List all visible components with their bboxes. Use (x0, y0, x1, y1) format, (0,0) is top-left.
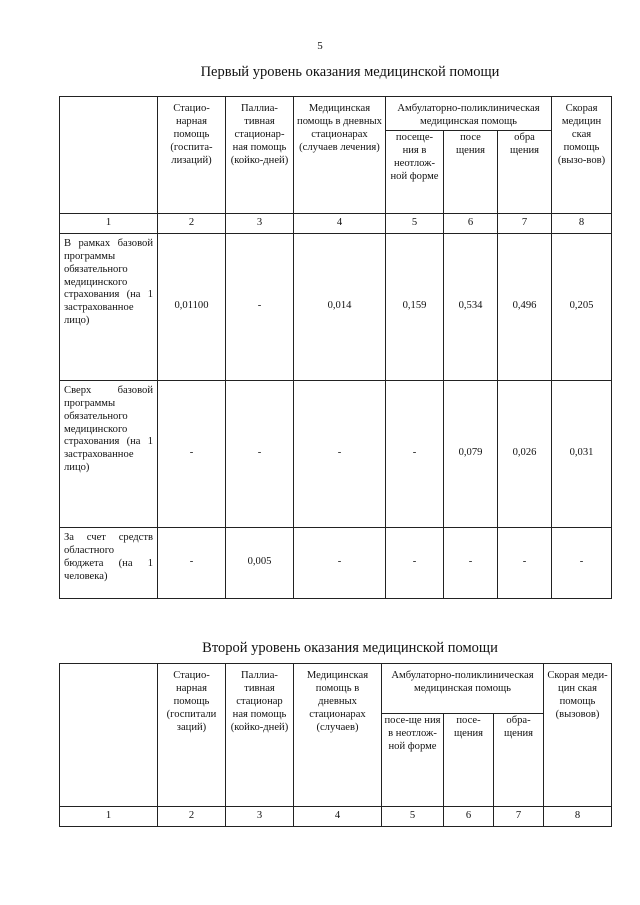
value-cell: - (226, 380, 294, 527)
value-cell: 0,534 (444, 233, 498, 380)
value-cell: 0,496 (498, 233, 552, 380)
header-cell-palliative: Паллиа-тивная стационар ная помощь (койко-дней) (226, 664, 294, 807)
value-cell: - (158, 380, 226, 527)
header-cell-inpatient: Стацио-нарная помощь (госпитали заций) (158, 664, 226, 807)
value-cell: 0,014 (294, 233, 386, 380)
column-number: 1 (60, 807, 158, 827)
value-cell: - (158, 527, 226, 598)
column-number: 7 (494, 807, 544, 827)
value-cell: - (294, 380, 386, 527)
value-cell: - (226, 233, 294, 380)
header-cell-empty (60, 97, 158, 214)
header-cell-day-hospital: Медицинская помощь в дневных стационарах (случаев) (294, 664, 382, 807)
table-second-level (59, 663, 612, 827)
column-number: 4 (294, 807, 382, 827)
value-cell: 0,026 (498, 380, 552, 527)
section-1-title: Первый уровень оказания медицинской помощи (200, 64, 500, 80)
header-cell-day-hospital: Медицинская помощь в дневных стационарах (случаев лечения) (294, 97, 386, 214)
value-cell: - (294, 527, 386, 598)
header-cell-palliative: Паллиа-тивная стационар-ная помощь (койко-дней) (226, 97, 294, 214)
column-number-row (60, 807, 612, 827)
column-number: 1 (60, 213, 158, 233)
value-cell: - (386, 527, 444, 598)
value-cell: 0,031 (552, 380, 612, 527)
column-number: 4 (294, 213, 386, 233)
header-cell-urgent-visits: посеще-ния в неотлож-ной форме (386, 130, 444, 213)
table-header-row (60, 664, 612, 714)
header-cell-appeals: обра щения (498, 130, 552, 213)
table-row (60, 233, 612, 380)
value-cell: - (498, 527, 552, 598)
column-number: 3 (226, 213, 294, 233)
header-cell-urgent-visits: посе-ще ния в неотлож-ной форме (382, 714, 444, 807)
value-cell: 0,005 (226, 527, 294, 598)
header-cell-visits: посе-щения (444, 714, 494, 807)
row-label-basic-program: В рамках базовой программы обязательного медицинского страхования (на 1 застрахованное лицо) (60, 233, 158, 380)
value-cell: 0,205 (552, 233, 612, 380)
header-cell-ambulance: Скорая медицин ская помощь (вызо-вов) (552, 97, 612, 214)
column-number: 6 (444, 213, 498, 233)
header-cell-outpatient-group: Амбулаторно-поликлиническая медицинская помощь (386, 97, 552, 131)
column-number: 8 (552, 213, 612, 233)
column-number: 5 (382, 807, 444, 827)
table-row (60, 380, 612, 527)
value-cell: - (444, 527, 498, 598)
table-first-level (59, 96, 612, 599)
value-cell: - (386, 380, 444, 527)
column-number: 6 (444, 807, 494, 827)
header-cell-empty (60, 664, 158, 807)
value-cell: 0,01100 (158, 233, 226, 380)
table-row (60, 527, 612, 598)
header-cell-ambulance: Скорая меди-цин ская помощь (вызовов) (544, 664, 612, 807)
header-cell-visits: посе щения (444, 130, 498, 213)
column-number: 5 (386, 213, 444, 233)
row-label-regional-budget: За счет средств областного бюджета (на 1 человека) (60, 527, 158, 598)
section-2-title: Второй уровень оказания медицинской помощи (202, 640, 498, 656)
column-number: 8 (544, 807, 612, 827)
header-cell-outpatient-group: Амбулаторно-поликлиническая медицинская помощь (382, 664, 544, 714)
column-number: 3 (226, 807, 294, 827)
column-number: 2 (158, 807, 226, 827)
header-cell-appeals: обра-щения (494, 714, 544, 807)
column-number: 7 (498, 213, 552, 233)
page-number: 5 (317, 40, 323, 52)
row-label-above-basic-program: Сверх базовой программы обязательного медицинского страхования (на 1 застрахованное лицо) (60, 380, 158, 527)
header-cell-inpatient: Стацио-нарная помощь (госпита-лизаций) (158, 97, 226, 214)
value-cell: - (552, 527, 612, 598)
column-number-row (60, 213, 612, 233)
table-header-row (60, 97, 612, 131)
column-number: 2 (158, 213, 226, 233)
value-cell: 0,159 (386, 233, 444, 380)
value-cell: 0,079 (444, 380, 498, 527)
